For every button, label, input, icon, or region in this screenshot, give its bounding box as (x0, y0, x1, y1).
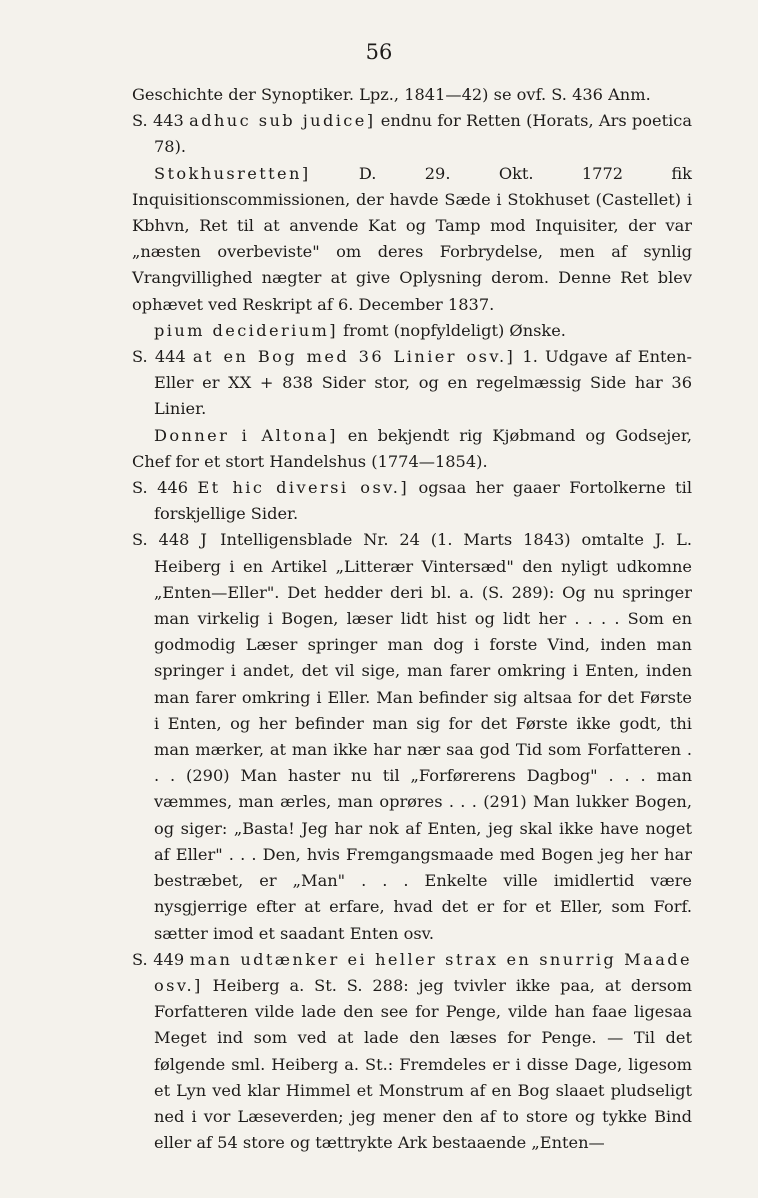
entry-page-ref: S. 449 (132, 949, 185, 969)
entry-page-ref: S. 444 (132, 347, 186, 367)
commentary-entry (132, 108, 692, 160)
commentary-entry (132, 82, 692, 108)
commentary-entry (132, 947, 692, 1157)
entry-text: Heiberg a. St. S. 288: jeg tvivler ikke paa, at dersom Forfatteren vilde lade den see for Penge, vilde han faae ligesaa Meget ind som ved at lade den læses for Penge. — Til det følgende sml. Heiberg a. St.: Fremdeles er i disse Dage, ligesom et Lyn ved klar Himmel et Monstrum af en Bog slaaet pludseligt ned i vor Læseverden; jeg mener den af to store og tykke Bind eller af 54 store og tættrykte Ark bestaaende „Enten— (154, 975, 692, 1153)
entry-text: en bekjendt rig Kjøbmand og Godsejer, Chef for et stort Handelshus (1774—1854). (132, 425, 692, 471)
entry-text: fromt (nopfyldeligt) Ønske. (343, 320, 566, 340)
entry-lemma: Et hic diversi osv.] (197, 478, 410, 498)
entry-page-ref: S. 448 (132, 530, 190, 550)
entry-text: endnu for Retten (Horats, Ars poetica 78). (154, 111, 693, 157)
entry-lemma: Stokhusretten] (154, 163, 311, 183)
entry-lemma: pium deciderium] (154, 320, 338, 340)
commentary-entry (132, 527, 692, 946)
commentary-body (132, 82, 692, 1156)
entry-text: 1. Udgave af Enten-Eller er XX + 838 Sider stor, og en regelmæssig Side har 36 Linier. (154, 347, 692, 419)
entry-lemma: at en Bog med 36 Linier osv.] (192, 347, 516, 367)
commentary-entry (132, 318, 692, 344)
commentary-entry (132, 344, 692, 423)
entry-text: D. 29. Okt. 1772 fik Inquisitionscommissionen, der havde Sæde i Stokhuset (Castellet) i Kbhvn, Ret til at anvende Kat og Tamp mod Inquisiter, der var „næsten overbeviste" om deres Forbrydelse, men af synlig Vrangvillighed nægter at give Oplysning derom. Denne Ret blev ophævet ved Reskript af 6. December 1837. (132, 163, 692, 314)
entry-page-ref: S. 446 (132, 478, 189, 498)
entry-lemma: Donner i Altona] (154, 425, 338, 445)
commentary-entry (132, 161, 692, 318)
entry-text: Intelligensblade Nr. 24 (1. Marts 1843) omtalte J. L. Heiberg i en Artikel „Litterær Vintersæd" den nyligt udkomne „Enten—Eller". Det hedder deri bl. a. (S. 289): Og nu springer man virkelig i Bogen, læser lidt hist og lidt her . . . . Som en godmodig Læser springer man dog i forste Vind, inden man springer i andet, det vil sige, man farer omkring i Enten, inden man farer omkring i Eller. Man befinder sig altsaa for det Første i Enten, og her befinder man sig for det Første ikke godt, thi man mærker, at man ikke har nær saa god Tid som Forfatteren . . . (290) Man haster nu til „Forførerens Dagbog" . . . man væmmes, man ærles, man oprøres . . . (291) Man lukker Bogen, og siger: „Basta! Jeg har nok af Enten, jeg skal ikke have noget af Eller" . . . Den, hvis Fremgangsmaade med Bogen jeg her har bestræbet, er „Man" . . . Enkelte ville imidlertid være nysgjerrige efter at erfare, hvad det er for et Eller, som Forf. sætter imod et saadant Enten osv. (154, 530, 692, 943)
commentary-entry (132, 423, 692, 475)
entry-lemma: J (200, 530, 210, 550)
page-number: 56 (365, 40, 393, 64)
commentary-entry (132, 475, 692, 527)
entry-lemma: man udtænker ei heller strax en snurrig Maade osv.] (154, 949, 692, 995)
entry-text: Geschichte der Synoptiker. Lpz., 1841—42) se ovf. S. 436 Anm. (132, 85, 651, 104)
entry-lemma: adhuc sub judice] (189, 111, 376, 131)
entry-page-ref: S. 443 (132, 111, 184, 131)
entry-text: ogsaa her gaaer Fortolkerne til forskjellige Sider. (154, 478, 692, 524)
